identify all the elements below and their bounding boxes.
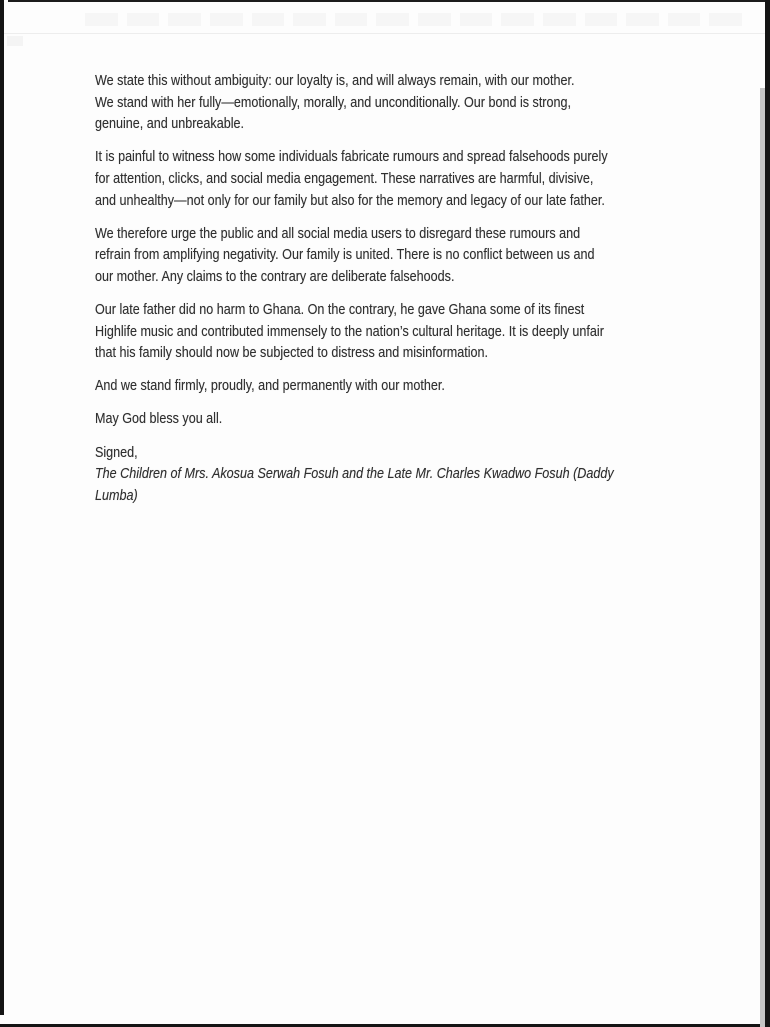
ghost-cell <box>585 13 618 26</box>
letter-paragraph <box>95 443 695 508</box>
letter-line: We therefore urge the public and all social media users to disregard these rumours and <box>95 225 581 242</box>
letter-line: for attention, clicks, and social media engagement. These narratives are harmful, divisive, <box>95 171 594 188</box>
ghost-cell <box>168 13 201 26</box>
letter-paragraph <box>95 224 695 289</box>
letter-paragraph <box>95 71 695 136</box>
letter-line: our mother. Any claims to the contrary are deliberate falsehoods. <box>95 269 455 286</box>
ghost-cell <box>293 13 326 26</box>
letter-line: We state this without ambiguity: our loyalty is, and will always remain, with our mother. <box>95 73 575 89</box>
ghost-cell <box>543 13 576 26</box>
corner-smudge <box>7 36 23 46</box>
letter-line: Signed, <box>95 444 138 461</box>
page-top-edge <box>8 0 770 2</box>
ghost-cell <box>418 13 451 26</box>
ghost-cell <box>252 13 285 26</box>
faded-toolbar-divider <box>4 33 770 34</box>
ghost-cell <box>709 13 742 26</box>
ghost-cell <box>668 13 701 26</box>
scrollbar-thumb[interactable] <box>760 88 765 1027</box>
letter-line: refrain from amplifying negativity. Our family is united. There is no conflict between us and <box>95 247 595 264</box>
letter-line: Our late father did no harm to Ghana. On the contrary, he gave Ghana some of its finest <box>95 302 585 319</box>
ghost-cell <box>626 13 659 26</box>
page-right-edge <box>765 0 770 1027</box>
letter-line: And we stand firmly, proudly, and permanently with our mother. <box>95 378 445 395</box>
letter-line: The Children of Mrs. Akosua Serwah Fosuh and the Late Mr. Charles Kwadwo Fosuh (Daddy <box>95 466 614 483</box>
ghost-cell <box>501 13 534 26</box>
letter-line: Lumba) <box>95 487 138 504</box>
letter-line: and unhealthy—not only for our family but also for the memory and legacy of our late father. <box>95 192 605 209</box>
letter-paragraph <box>95 376 695 398</box>
page-left-edge <box>0 0 4 1015</box>
letter-paragraph <box>95 300 695 365</box>
ghost-cell <box>85 13 118 26</box>
letter-line: We stand with her fully—emotionally, morally, and unconditionally. Our bond is strong, <box>95 94 571 111</box>
letter-line: genuine, and unbreakable. <box>95 116 245 133</box>
ghost-cell <box>127 13 160 26</box>
ghost-cell <box>460 13 493 26</box>
ghost-cell <box>376 13 409 26</box>
letter-line: that his family should now be subjected to distress and misinformation. <box>95 345 489 362</box>
letter-line: It is painful to witness how some individuals fabricate rumours and spread falsehoods purely <box>95 149 608 166</box>
ghost-cell <box>210 13 243 26</box>
faded-toolbar-ghost <box>85 13 742 26</box>
ghost-cell <box>335 13 368 26</box>
letter-line: May God bless you all. <box>95 411 223 428</box>
letter-paragraph <box>95 147 695 212</box>
letter-paragraph <box>95 409 695 431</box>
letter-line: Highlife music and contributed immensely to the nation’s cultural heritage. It is deeply unfair <box>95 323 604 340</box>
letter-body <box>95 71 695 508</box>
